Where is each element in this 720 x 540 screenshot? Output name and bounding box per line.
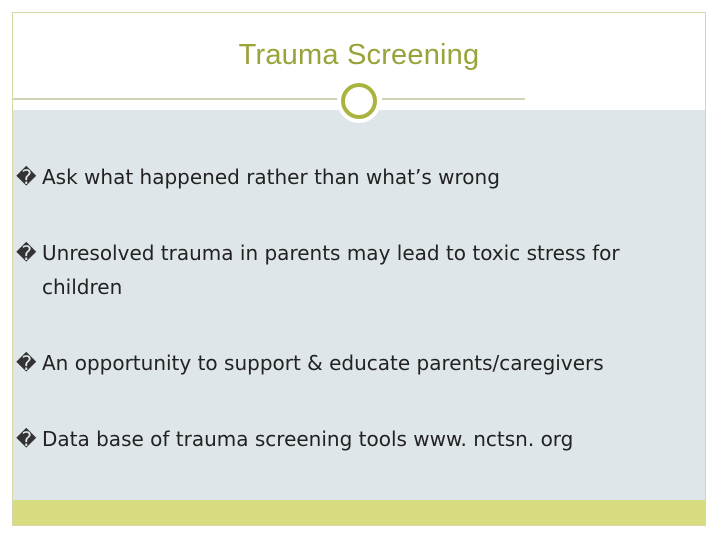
bullet-list: [16, 160, 696, 498]
bullet-item: [16, 236, 696, 304]
ornament-ring: [341, 83, 377, 119]
bullet-item: [16, 422, 696, 456]
bullet-text: Data base of trauma screening tools www. nctsn. org: [42, 427, 574, 451]
title-divider-left: [13, 98, 338, 100]
title-divider-right: [382, 98, 525, 100]
circle-ornament-icon: [337, 79, 381, 123]
bullet-marker-icon: �: [16, 351, 37, 375]
bullet-marker-icon: �: [16, 165, 37, 189]
bullet-marker-icon: �: [16, 241, 37, 265]
bullet-text: An opportunity to support & educate parents/caregivers: [42, 351, 604, 375]
bullet-item: [16, 346, 696, 380]
footer-bar: [13, 500, 705, 525]
slide-title: Trauma Screening: [238, 39, 480, 71]
bullet-marker-icon: �: [16, 427, 37, 451]
bullet-text: Unresolved trauma in parents may lead to toxic stress for children: [42, 241, 620, 299]
bullet-item: [16, 160, 696, 194]
bullet-text: Ask what happened rather than what’s wrong: [42, 165, 500, 189]
